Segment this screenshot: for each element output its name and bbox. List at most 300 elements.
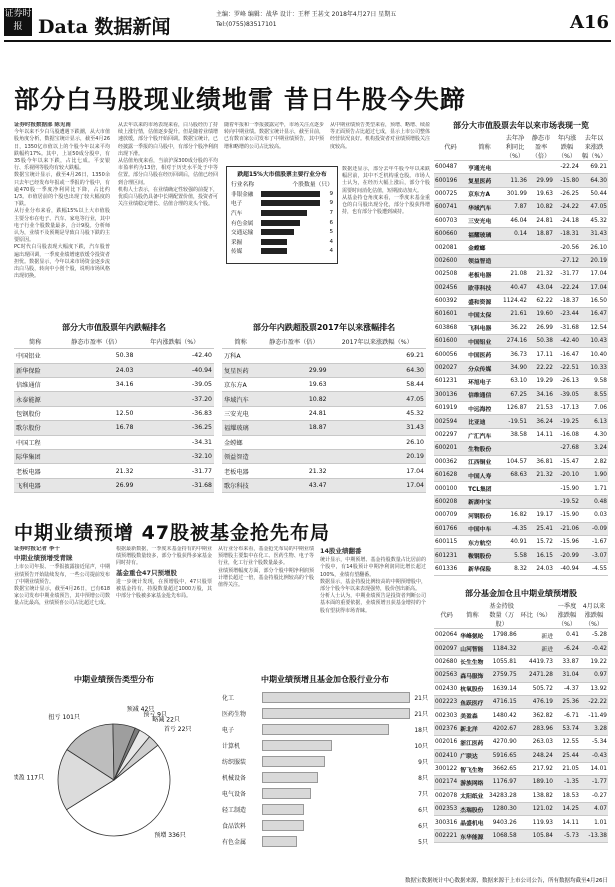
right-table-header: 简称 xyxy=(467,133,502,161)
table-cell: 21.32 xyxy=(259,464,328,478)
table-cell: 68.63 xyxy=(502,468,528,481)
table-row xyxy=(434,428,608,441)
mid-table-block xyxy=(222,322,426,493)
table-cell: 浙江医药 xyxy=(459,736,485,749)
table-cell xyxy=(56,392,135,406)
table-cell: 36.81 xyxy=(528,455,554,468)
article4-para: 从基金持仓角度来看，一季度末基金重仓的白马股出现分化，部分个股获得增持，也有部分个股遭到减持。 xyxy=(342,194,430,216)
table-cell: 0.14 xyxy=(502,227,528,240)
table-cell: 1124.42 xyxy=(502,294,528,307)
newspaper-logo: 证券时报 xyxy=(4,8,32,36)
table-cell: 复星医药 xyxy=(222,363,259,377)
table-row xyxy=(434,227,608,240)
table-cell: -31.68 xyxy=(554,321,580,334)
fund-chart-block xyxy=(222,674,428,874)
table-cell: 50.38 xyxy=(56,349,135,363)
table-cell: 34283.28 xyxy=(486,789,518,802)
industry-bar xyxy=(261,229,294,235)
table-cell: -0.43 xyxy=(580,749,608,762)
fund-table-header: 一季度涨跌幅（%） xyxy=(554,601,580,629)
table-row xyxy=(14,392,214,406)
table-cell: 002297 xyxy=(434,428,467,441)
table-cell: 121.02 xyxy=(518,803,554,816)
table-cell: -1.35 xyxy=(554,776,580,789)
table-cell xyxy=(502,161,528,174)
table-cell: 8.32 xyxy=(502,562,528,575)
table-cell: 广汇汽车 xyxy=(467,428,502,441)
table-cell xyxy=(502,442,528,455)
table-cell: 601628 xyxy=(434,468,467,481)
page-number: A16 xyxy=(569,12,609,33)
table-cell: -31.77 xyxy=(554,268,580,281)
table-row xyxy=(434,348,608,361)
fund-bar-label: 轻工制造 xyxy=(222,806,247,814)
fund-bar-value: 10只 xyxy=(414,742,428,750)
industry-bar-row xyxy=(231,218,333,228)
table-row xyxy=(434,642,608,655)
table-cell: 600196 xyxy=(434,174,467,187)
table-cell: 36.24 xyxy=(528,415,554,428)
table-cell: 歌尔股份 xyxy=(14,421,56,435)
table-cell xyxy=(502,495,528,508)
table-cell: 14.11 xyxy=(554,816,580,829)
table-cell: 2.82 xyxy=(580,455,608,468)
fund-bar-row xyxy=(222,833,428,849)
table-cell xyxy=(502,254,528,267)
table-cell: 21.05 xyxy=(554,762,580,775)
table-cell: 12.50 xyxy=(56,406,135,420)
top-headline: 部分白马股现业绩地雷 昔日牛股今失蹄 xyxy=(14,85,466,114)
table-cell: -16.08 xyxy=(554,428,580,441)
table-cell: 信维通信 xyxy=(14,377,56,391)
table-cell: -13.38 xyxy=(580,829,608,842)
table-row xyxy=(434,629,608,642)
table-cell: -6.24 xyxy=(554,642,580,655)
fund-bar-value: 18只 xyxy=(414,726,428,734)
table-cell: 欧菲科技 xyxy=(467,281,502,294)
fund-bar xyxy=(262,804,304,815)
fund-bar xyxy=(262,836,297,847)
table-cell: 601336 xyxy=(434,562,467,575)
fund-table-header: 4月以来涨跌幅（%） xyxy=(580,601,608,629)
mid-article-para: 上市公司年报、一季报披露接近尾声，中期业绩预告开始陆续发布，一些公司提前发布了中期业绩预告。 xyxy=(14,564,110,585)
table-row xyxy=(222,421,426,435)
table-row xyxy=(434,388,608,401)
table-row xyxy=(434,241,608,254)
table-cell: 24.03 xyxy=(56,363,135,377)
table-cell: 新湖中宝 xyxy=(467,495,502,508)
table-cell: 7.06 xyxy=(580,402,608,415)
fund-bar-row xyxy=(222,801,428,817)
table-cell: 002223 xyxy=(434,695,459,708)
table-cell: 4.07 xyxy=(580,803,608,816)
table-cell xyxy=(259,449,328,463)
table-cell: 600660 xyxy=(434,227,467,240)
table-cell: -23.44 xyxy=(554,308,580,321)
table-row xyxy=(434,776,608,789)
industry-bar-label: 有色金属 xyxy=(231,220,254,227)
table-cell: 25.41 xyxy=(528,522,554,535)
table-cell: 新华保险 xyxy=(14,363,56,377)
table-row xyxy=(434,695,608,708)
issue-meta-line2: Tel:(0755)83517101 xyxy=(216,21,277,28)
table-cell: 476.19 xyxy=(518,695,554,708)
table-cell: 京东方A xyxy=(467,187,502,200)
pie-label: 首亏 22只 xyxy=(163,725,192,733)
table-cell: 36.22 xyxy=(502,321,528,334)
table-cell: 8.55 xyxy=(580,388,608,401)
table-cell: 138.82 xyxy=(518,789,554,802)
table-cell: 9.58 xyxy=(580,375,608,388)
table-cell: 002508 xyxy=(434,268,467,281)
table-cell: 002078 xyxy=(434,789,459,802)
table-cell: 263.03 xyxy=(518,736,554,749)
table-cell: -20.56 xyxy=(554,241,580,254)
fund-bar xyxy=(262,740,332,751)
table-row xyxy=(14,435,214,449)
table-cell: 16.50 xyxy=(580,294,608,307)
table-row xyxy=(434,789,608,802)
industry-bar-value: 9 xyxy=(329,190,333,197)
table-cell: 40.91 xyxy=(502,535,528,548)
table-cell: 13.92 xyxy=(580,682,608,695)
table-cell: -22.24 xyxy=(554,281,580,294)
table-row xyxy=(14,406,214,420)
table-cell: -27.68 xyxy=(554,442,580,455)
table-cell: -24.18 xyxy=(554,214,580,227)
table-cell: 18.87 xyxy=(259,421,328,435)
table-row xyxy=(222,377,426,391)
industry-bar-value: 4 xyxy=(329,238,333,245)
table-cell: 67.25 xyxy=(502,388,528,401)
table-row xyxy=(434,736,608,749)
table-cell: 东方航空 xyxy=(467,535,502,548)
table-cell: 24.03 xyxy=(528,562,554,575)
table-row xyxy=(434,749,608,762)
right-table-header: 代码 xyxy=(434,133,467,161)
table-cell: 40.47 xyxy=(502,281,528,294)
table-cell: 34.16 xyxy=(528,388,554,401)
table-cell: 中国中车 xyxy=(467,522,502,535)
table-row xyxy=(434,522,608,535)
table-cell: 中国医药 xyxy=(467,348,502,361)
table-cell: 广联达 xyxy=(459,749,485,762)
table-cell: 46.04 xyxy=(502,214,528,227)
table-row xyxy=(434,535,608,548)
pie-label: 预增 336只 xyxy=(154,832,186,840)
industry-bar-value: 5 xyxy=(329,229,333,236)
table-cell: 1068.58 xyxy=(486,829,518,842)
fund-bar-value: 21只 xyxy=(414,694,428,702)
fund-bar-value: 6只 xyxy=(418,822,428,830)
table-cell: -40.94 xyxy=(554,562,580,575)
table-cell: -6.71 xyxy=(554,709,580,722)
table-cell: 6.13 xyxy=(580,415,608,428)
industry-bar xyxy=(261,200,320,206)
table-cell: -19.25 xyxy=(554,415,580,428)
industry-bar xyxy=(261,239,287,245)
table-row xyxy=(434,562,608,575)
table-cell: 10.43 xyxy=(580,335,608,348)
table-row xyxy=(434,214,608,227)
table-cell: 63.10 xyxy=(502,375,528,388)
table-cell: 24.81 xyxy=(528,214,554,227)
table-cell: -1.77 xyxy=(580,776,608,789)
table-cell: 15.72 xyxy=(528,535,554,548)
table-cell: 26.10 xyxy=(329,435,426,449)
industry-bar-row xyxy=(231,199,333,209)
table-cell: 9403.26 xyxy=(486,816,518,829)
table-cell: 43.47 xyxy=(259,478,328,492)
table-cell: -0.27 xyxy=(580,789,608,802)
industry-bar-value: 6 xyxy=(329,219,333,226)
mid-article-col4 xyxy=(320,546,426,670)
small-table-block xyxy=(14,322,214,493)
fund-bar-label: 计算机 xyxy=(222,742,241,750)
table-cell: 中国工程 xyxy=(14,435,56,449)
table-cell: 002064 xyxy=(434,629,459,642)
table-row xyxy=(14,363,214,377)
table-cell: 16.47 xyxy=(580,308,608,321)
table-cell: 1280.30 xyxy=(486,803,518,816)
table-cell: 0.48 xyxy=(580,495,608,508)
fund-bar xyxy=(262,788,311,799)
article2-column xyxy=(118,122,218,318)
table-cell: 002027 xyxy=(434,361,467,374)
table-cell: 002303 xyxy=(434,709,459,722)
article3-para: 从中期业绩预告类型来看，预增、略增、续盈等正面预告占比超过七成，显示上市公司整体经营状况良好。机构投资者对业绩预增股关注度较高。 xyxy=(330,122,430,150)
table-cell: 58.44 xyxy=(329,377,426,391)
table-cell: 比亚迪 xyxy=(467,415,502,428)
table-cell: 生物股份 xyxy=(467,442,502,455)
article2-para: 从去年以来的市场表现来看，白马股经历了持续上涨行情，估值逐步提升。但是随着业绩增速放缓，部分个股开始回调。数据宝统计，已经披露一季报的白马股中，有部分个股净利润出现下滑。 xyxy=(118,122,218,157)
table-cell: 21.08 xyxy=(502,268,528,281)
table-cell: 002097 xyxy=(434,642,459,655)
table-cell: 217.92 xyxy=(518,762,554,775)
fund-bar-label: 食品饮料 xyxy=(222,822,247,830)
table-cell: 歌尔科技 xyxy=(222,478,259,492)
table-cell xyxy=(259,349,328,363)
table-cell: 002456 xyxy=(434,281,467,294)
table-cell: 002563 xyxy=(434,669,459,682)
table-cell: -39.05 xyxy=(135,377,214,391)
mid-article-para: 从行业分布来看，基金抢先布局的中期业绩预增股主要集中在化工、医药生物、电子等行业，化工行业个股数量最多。 xyxy=(218,546,314,567)
table-cell: 64.30 xyxy=(329,363,426,377)
fund-bar xyxy=(262,820,304,831)
table-cell: 新北洋 xyxy=(459,722,485,735)
table-cell: 31.43 xyxy=(580,227,608,240)
table-cell: 002680 xyxy=(434,655,459,668)
table-cell: -22.51 xyxy=(554,361,580,374)
table-cell: 53.74 xyxy=(554,722,580,735)
table-cell: 104.57 xyxy=(502,455,528,468)
table-cell: 601766 xyxy=(434,522,467,535)
industry-bar-value: 9 xyxy=(329,200,333,207)
table-cell: 26.99 xyxy=(528,321,554,334)
table-cell: 300122 xyxy=(434,762,459,775)
industry-chart-header-right: 个股数量（只） xyxy=(292,182,333,188)
table-cell: 38.58 xyxy=(502,428,528,441)
mid-article-para: 进一步统计发现，在预增股中，47只股票被基金持有，持股数量超过1000万股，其中部分个股被多家基金抢先布局。 xyxy=(116,578,212,600)
table-cell: 鞍钢股份 xyxy=(467,549,502,562)
table-cell: -0.42 xyxy=(580,642,608,655)
table-cell: 3662.65 xyxy=(486,762,518,775)
industry-bar-row xyxy=(231,247,333,257)
table-cell: 10.40 xyxy=(580,348,608,361)
table-cell: 34.90 xyxy=(502,361,528,374)
table-row xyxy=(434,709,608,722)
table-cell: 000100 xyxy=(434,482,467,495)
fund-bar-value: 7只 xyxy=(418,790,428,798)
table-cell: -5.73 xyxy=(554,829,580,842)
table-cell: 2471.28 xyxy=(518,669,554,682)
table-row xyxy=(434,254,608,267)
mid-article-para: 业绩预增幅度方面，部分个股中期净利润预计增长超过一倍，基金持股比例较高的个股值得关注。 xyxy=(218,567,314,589)
table-cell: 亨通光电 xyxy=(467,161,502,174)
table-row xyxy=(434,161,608,174)
mid-article-col2 xyxy=(116,546,212,670)
table-cell: 金螳螂 xyxy=(222,435,259,449)
mid-article-col1 xyxy=(14,546,110,670)
fund-bar-row xyxy=(222,689,428,705)
table-cell: 新华保险 xyxy=(467,562,502,575)
mid-table-header: 静态市盈率（倍） xyxy=(259,335,328,349)
table-row xyxy=(14,421,214,435)
industry-bar xyxy=(261,220,300,226)
table-cell: -17.13 xyxy=(554,402,580,415)
fund-bar-value: 8只 xyxy=(418,774,428,782)
table-cell: 601231 xyxy=(434,549,467,562)
table-row xyxy=(434,803,608,816)
table-cell: 603868 xyxy=(434,321,467,334)
fund-bar-label: 医药生物 xyxy=(222,710,247,718)
fund-bar-row xyxy=(222,769,428,785)
industry-bar-label: 非银金融 xyxy=(231,191,254,198)
table-cell: 000362 xyxy=(434,455,467,468)
table-cell: 17.04 xyxy=(329,464,426,478)
table-cell: 31.04 xyxy=(554,669,580,682)
table-cell: 600741 xyxy=(434,201,467,214)
table-cell: 21.53 xyxy=(528,402,554,415)
mid-table-title: 部分年内跌超股票2017年以来涨幅排名 xyxy=(252,323,396,332)
table-cell: -37.20 xyxy=(135,392,214,406)
table-cell: 002174 xyxy=(434,776,459,789)
table-cell: 福耀玻璃 xyxy=(222,421,259,435)
table-row xyxy=(434,201,608,214)
right-table-header: 静态市盈率（倍） xyxy=(528,133,554,161)
table-row xyxy=(434,722,608,735)
table-cell: 126.87 xyxy=(502,402,528,415)
table-cell xyxy=(259,435,328,449)
fund-bar-row xyxy=(222,721,428,737)
table-cell: 太阳纸业 xyxy=(459,789,485,802)
table-cell: 29.99 xyxy=(528,174,554,187)
table-cell: 中国人寿 xyxy=(467,468,502,481)
table-cell: 19.29 xyxy=(528,375,554,388)
table-cell: 21.32 xyxy=(528,268,554,281)
table-cell: 领益智造 xyxy=(467,254,502,267)
table-cell: 19.22 xyxy=(580,655,608,668)
article3-column-b xyxy=(330,122,430,164)
table-cell: 300136 xyxy=(434,388,467,401)
table-cell: TCL集团 xyxy=(467,482,502,495)
table-cell: 19.60 xyxy=(528,308,554,321)
table-cell: 119.93 xyxy=(518,816,554,829)
table-cell: -26.25 xyxy=(554,187,580,200)
table-cell: -20.99 xyxy=(554,549,580,562)
table-cell: 鱼跃医疗 xyxy=(459,695,485,708)
fund-table-header: 代码 xyxy=(434,601,459,629)
table-cell: 17.04 xyxy=(580,268,608,281)
table-cell: 智飞生物 xyxy=(459,762,485,775)
article1-column xyxy=(14,122,110,318)
article1-byline: 证券时报数据部 陈见南 xyxy=(14,122,71,128)
small-table-header: 年内涨跌幅（%） xyxy=(135,335,214,349)
section-brand xyxy=(38,12,171,39)
table-row xyxy=(434,509,608,522)
table-cell: 189.10 xyxy=(518,776,554,789)
article1-para: 从行业分布来看，跌幅15%以上大市值股主要分布在电子、汽车、家电等行业，其中电子行业个股数量最多，合计9股。分析师认为，业绩不及预期是导致白马股下跌的主要原因。 xyxy=(14,208,110,244)
table-cell: 19.63 xyxy=(259,377,328,391)
table-cell: 002353 xyxy=(434,803,459,816)
table-cell: -31.77 xyxy=(135,464,214,478)
issue-meta xyxy=(216,10,396,30)
table-cell: 22.22 xyxy=(528,361,554,374)
table-cell: 26.10 xyxy=(580,241,608,254)
table-cell: 14.25 xyxy=(554,803,580,816)
mid-article-byline: 证券时报记者 李千 xyxy=(14,546,60,552)
table-cell: 002594 xyxy=(434,415,467,428)
table-row xyxy=(222,464,426,478)
table-cell: 47.05 xyxy=(329,392,426,406)
table-cell: 14.01 xyxy=(580,762,608,775)
table-cell: 69.21 xyxy=(580,161,608,174)
mid-section3-title: 14股业绩翻番 xyxy=(320,547,362,555)
table-row xyxy=(434,187,608,200)
table-cell: 21.32 xyxy=(56,464,135,478)
table-cell: 601601 xyxy=(434,308,467,321)
table-cell: 10.82 xyxy=(259,392,328,406)
table-cell: 5916.65 xyxy=(486,749,518,762)
table-cell: 17.11 xyxy=(528,348,554,361)
table-cell: -27.12 xyxy=(554,254,580,267)
table-cell: -3.07 xyxy=(580,549,608,562)
table-cell: 华峰氨纶 xyxy=(459,629,485,642)
mid-article-col3 xyxy=(218,546,314,670)
table-row xyxy=(14,478,214,492)
table-cell xyxy=(56,449,135,463)
table-cell: 中国铝业 xyxy=(14,349,56,363)
table-cell: 中国铝业 xyxy=(467,335,502,348)
table-cell: 环旭电子 xyxy=(467,375,502,388)
small-table-header: 静态市盈率（倍） xyxy=(56,335,135,349)
table-cell: 新进 xyxy=(518,642,554,655)
mid-table-body xyxy=(222,349,426,493)
right-table-title: 部分大市值股票去年以来市场表现一览 xyxy=(453,121,589,130)
masthead xyxy=(4,6,611,42)
table-cell: 1176.97 xyxy=(486,776,518,789)
industry-bar-row xyxy=(231,189,333,199)
table-cell: 复星医药 xyxy=(467,174,502,187)
table-cell: 20.19 xyxy=(580,254,608,267)
table-cell xyxy=(502,482,528,495)
table-cell: 601600 xyxy=(434,335,467,348)
table-row xyxy=(222,478,426,492)
table-cell: -32.10 xyxy=(135,449,214,463)
table-row xyxy=(434,174,608,187)
fund-table-header: 简称 xyxy=(459,601,485,629)
fund-bar-label: 化工 xyxy=(222,694,235,702)
